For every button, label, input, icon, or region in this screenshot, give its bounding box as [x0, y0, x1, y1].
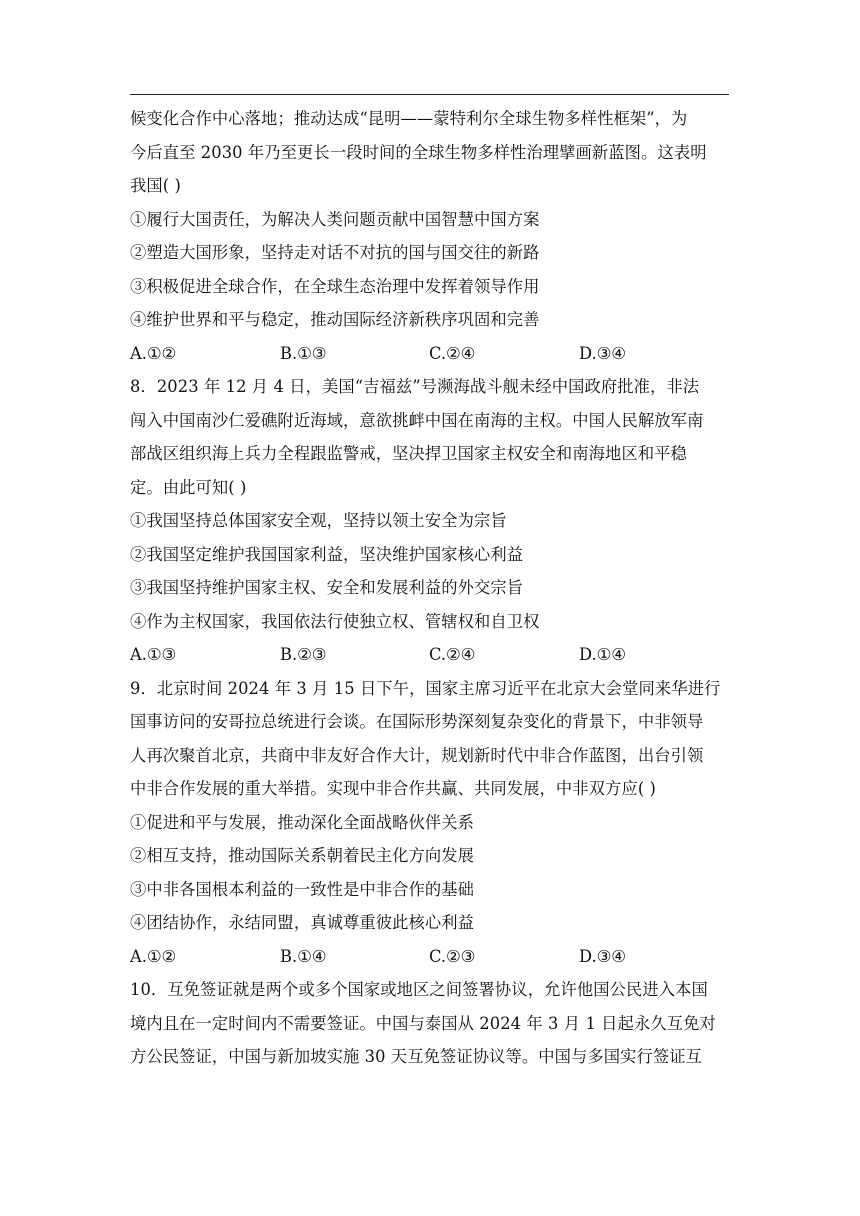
question-7-item-2: ②塑造大国形象，坚持走对话不对抗的国与国交往的新路 [130, 243, 540, 262]
question-8-options [130, 638, 730, 672]
question-9-stem-line: 国事访问的安哥拉总统进行会谈。在国际形势深刻复杂变化的背景下，中非领导 [130, 712, 704, 731]
question-9 [130, 672, 730, 974]
question-8-option-b: B.②③ [280, 645, 327, 664]
question-9-option-d: D.③④ [579, 946, 626, 966]
question-7-options [130, 337, 730, 371]
question-7-stem-line: 候变化合作中心落地；推动达成“昆明——蒙特利尔全球生物多样性框架”，为 [130, 109, 688, 128]
question-7-option-b: B.①③ [280, 343, 327, 363]
question-9-item-2: ②相互支持，推动国际关系朝着民主化方向发展 [130, 846, 475, 865]
question-8-option-c: C.②④ [429, 645, 476, 664]
question-7-option-a: A.①② [130, 343, 177, 363]
question-8-stem-line: 8．2023 年 12 月 4 日，美国“吉福兹”号濒海战斗舰未经中国政府批准，非法 [130, 377, 700, 396]
question-7-option-c: C.②④ [429, 343, 476, 363]
header-rule [130, 94, 729, 95]
question-9-item-1: ①促进和平与发展，推动深化全面战略伙伴关系 [130, 812, 475, 832]
question-9-options [130, 940, 730, 974]
question-7-stem-line: 我国( ) [130, 176, 181, 195]
question-8-item-3: ③我国坚持维护国家主权、安全和发展利益的外交宗旨 [130, 578, 524, 597]
question-7-stem-line: 今后直至 2030 年乃至更长一段时间的全球生物多样性治理擘画新蓝图。这表明 [130, 142, 707, 162]
question-9-item-4: ④团结协作，永结同盟，真诚尊重彼此核心利益 [130, 913, 475, 932]
question-7-item-4: ④维护世界和平与稳定，推动国际经济新秩序巩固和完善 [130, 310, 540, 329]
question-8-item-2: ②我国坚定维护我国国家利益，坚决维护国家核心利益 [130, 544, 524, 564]
question-10-stem-line: 10．互免签证就是两个或多个国家或地区之间签署协议，允许他国公民进入本国 [130, 980, 708, 999]
question-7-item-1: ①履行大国责任，为解决人类问题贡献中国智慧中国方案 [130, 209, 540, 229]
question-8-item-1: ①我国坚持总体国家安全观，坚持以领土安全为宗旨 [130, 511, 507, 530]
question-7-option-d: D.③④ [579, 343, 626, 363]
question-7-item-3: ③积极促进全球合作，在全球生态治理中发挥着领导作用 [130, 276, 540, 296]
question-10-stem-line: 方公民签证，中国与新加坡实施 30 天互免签证协议等。中国与多国实行签证互 [130, 1047, 703, 1066]
question-8-item-4: ④作为主权国家，我国依法行使独立权、管辖权和自卫权 [130, 611, 540, 631]
question-10 [130, 973, 730, 1074]
question-8-option-a: A.①③ [130, 645, 177, 664]
question-9-option-c: C.②③ [429, 946, 476, 966]
question-8-option-d: D.①④ [579, 645, 626, 664]
question-9-option-b: B.①④ [280, 946, 327, 966]
question-9-item-3: ③中非各国根本利益的一致性是中非合作的基础 [130, 879, 475, 899]
question-7 [130, 102, 730, 370]
question-8-stem-line: 定。由此可知( ) [130, 477, 247, 497]
question-8-stem-line: 闯入中国南沙仁爱礁附近海域，意欲挑衅中国在南海的主权。中国人民解放军南 [130, 410, 704, 430]
question-10-stem-line: 境内且在一定时间内不需要签证。中国与泰国从 2024 年 3 月 1 日起永久互免对 [130, 1013, 716, 1033]
question-8 [130, 370, 730, 672]
question-8-stem-line: 部战区组织海上兵力全程跟监警戒，坚决捍卫国家主权安全和南海地区和平稳 [130, 444, 687, 463]
exam-page-content [130, 102, 730, 1074]
question-9-stem-line: 中非合作发展的重大举措。实现中非合作共赢、共同发展，中非双方应( ) [130, 779, 657, 798]
question-9-option-a: A.①② [130, 946, 177, 966]
question-9-stem-line: 9．北京时间 2024 年 3 月 15 日下午，国家主席习近平在北京大会堂同来华进行 [130, 678, 721, 698]
question-9-stem-line: 人再次聚首北京，共商中非友好合作大计，规划新时代中非合作蓝图，出台引领 [130, 745, 704, 765]
